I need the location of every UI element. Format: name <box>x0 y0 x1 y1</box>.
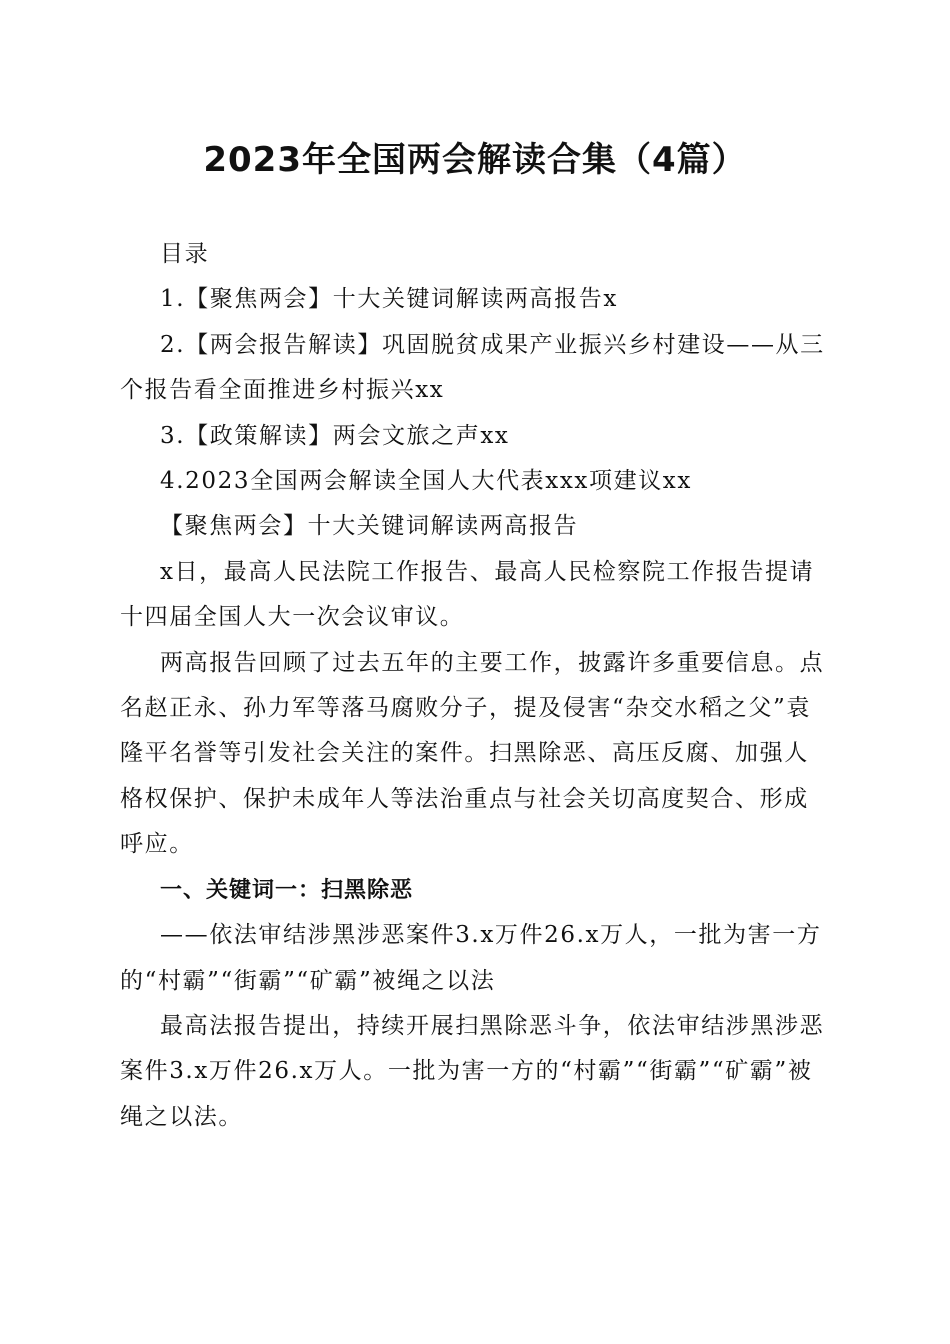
paragraph: 两高报告回顾了过去五年的主要工作，披露许多重要信息。点名赵正永、孙力军等落马腐败分子，提及侵害“杂交水稻之父”袁隆平名誉等引发社会关注的案件。扫黑除恶、高压反腐、加强人格权保护、保护未成年人等法治重点与社会关切高度契合、形成呼应。 <box>120 649 825 858</box>
paragraph: x日，最高人民法院工作报告、最高人民检察院工作报告提请十四届全国人大一次会议审议。 <box>120 558 815 631</box>
paragraph: 最高法报告提出，持续开展扫黑除恶斗争，依法审结涉黑涉恶案件3.x万件26.x万人。一批为害一方的“村霸”“街霸”“矿霸”被绳之以法。 <box>120 1012 825 1130</box>
toc-item-2: 2.【两会报告解读】巩固脱贫成果产业振兴乡村建设——从三个报告看全面推进乡村振兴xx <box>120 331 825 404</box>
toc-item-4: 4.2023全国两会解读全国人大代表xxx项建议xx <box>160 468 692 495</box>
section-heading: 一、关键词一：扫黑除恶 <box>160 877 414 903</box>
toc-label: 目录 <box>160 241 210 267</box>
document-body <box>120 232 830 1140</box>
toc-item-1: 1.【聚焦两会】十大关键词解读两高报告x <box>160 286 618 313</box>
section-subtitle: ——依法审结涉黑涉恶案件3.x万件26.x万人，一批为害一方的“村霸”“街霸”“矿霸”被绳之以法 <box>120 922 822 994</box>
document-title: 2023年全国两会解读合集（4篇） <box>203 140 747 180</box>
toc-item-3: 3.【政策解读】两会文旅之声xx <box>160 422 510 449</box>
article-title: 【聚焦两会】十大关键词解读两高报告 <box>160 513 579 540</box>
